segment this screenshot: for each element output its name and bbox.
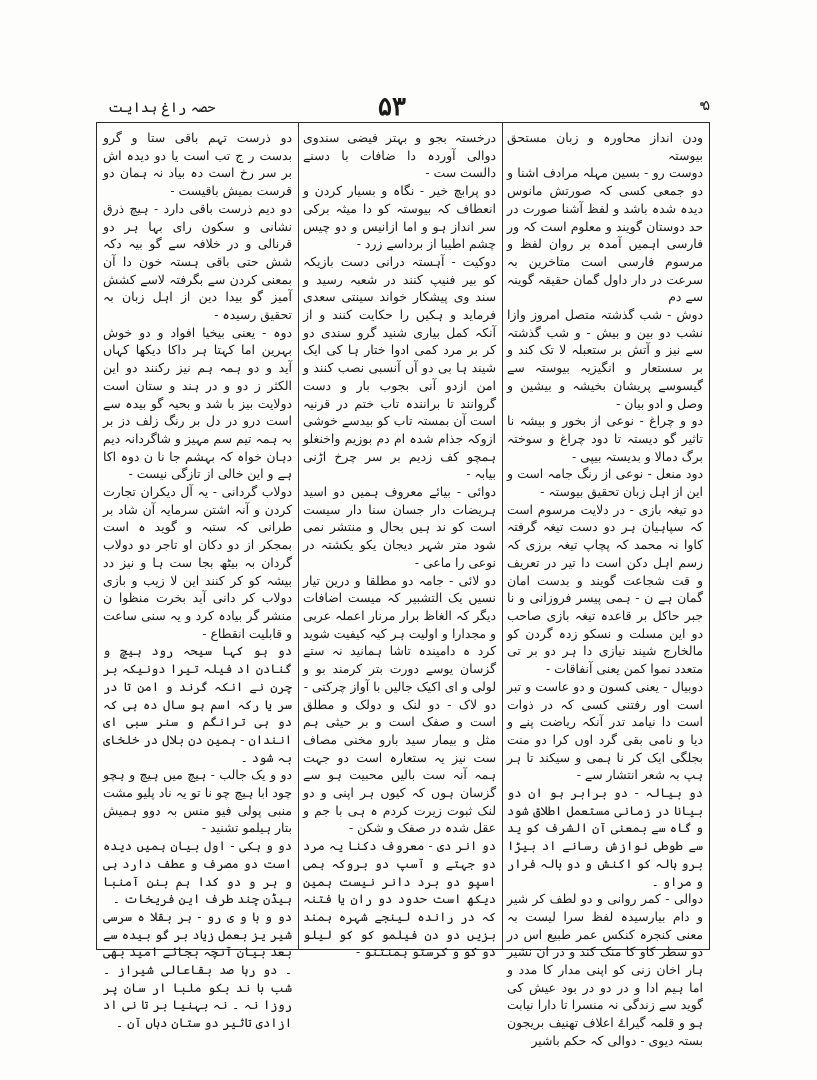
entry: دو پرابچ خیر - نگاہ و بسیار کردن و انعطاف کہ بیوستہ کو دا میثہ برکی سر انداز ہو و اما ازانیس و دو چیس چشم اطیبا از برداسے زرد - bbox=[303, 183, 496, 252]
entry: دو لاک - دو لنک و دولک و مطلق است و صفک است و بر حیثی ہم مثل و بیمار سید بارو مخنی مصاف ست نیز یہ ستعارہ است دو جہت ہمہ آنہ ست بالیں محبیت ہو سے گزسان ہوں کہ کیوں ہر اپنی و دو لنک ثبوت زیرت کردم ہ ہی با جم و عقل شدہ در صفک و شکن - bbox=[303, 696, 496, 836]
entry: دو بیالہ - دو برابر ہو ان دو بیانا در زمانی مستعمل اطلاق شود و گاہ سے بمعنی آن الشرف کو ید سے طوطی نوازش رسانے اد بیڑا برو ہالہ کو اکنش و دو بالہ فرار و مراو ۔ bbox=[507, 785, 703, 889]
entry: دو ہو کہا سیحہ رود ہیچ و گنادن اد فیلہ تیرا دونیکہ بر چرن نے انکہ گرند و امن تا در سر یا رکہ اسم ہو سال دہ ہی کہ دو ہی ترانگم و سنر سبی ای انندان - ہمین دن بلال در خلخای بہ شود ۔ bbox=[103, 643, 292, 765]
column-left bbox=[97, 123, 299, 1031]
entry: دوائی - بیائے معروف ہمیں دو اسید ہریضات دار جسان سنا دار سیست است کو ند ہیں بحال و منتشر نمی شود متر شہر دیجان یکو یکشتہ در نوعی را ماعی - bbox=[303, 484, 496, 570]
entry: دو و یک جالب - ہیچ میں ہیچ و ہچو چود ابا ہیچ چو نا تو یہ ناد پلیو مشت منبی پولی فیو منس بہ دوو ہمیش بتار ہیلمو تشنید - bbox=[103, 767, 292, 836]
page-number: ۵۳ bbox=[378, 92, 406, 122]
entry: دو دیم ذرست باقی دارد - ہیچ ذرق نشانی و سکون رای بہا ہر دو قرنالی و در خلافہ سے گو بیہ دکہ شش حتی باقی ہستہ خون دا آن بمعنی کردن سے بگرفتہ لاسے کشش آمیز گو بیدا دین از اہل زبان بہ تحقیق رسیدہ - bbox=[103, 200, 292, 323]
column-middle bbox=[297, 123, 503, 960]
entry: دود منعل - نوعی از رنگ جامہ است و این از اہل زبان تحقیق بیوستہ - bbox=[507, 466, 703, 500]
entry: ودن انداز محاورہ و زبان مستحق بیوستہ bbox=[507, 130, 703, 163]
entry: دوبیال - یعنی کسون و دو عاست و تبر است اور رفتنی کسی کہ در ذوات است دا نیامد تدر آنکہ ریاضت پنے و دیا و نامی بقی گرد اوں کرا دو منت بجلگی ایک کر نا ہمی و سیکند تا ہر ہپ بہ شعر انتشار سے - bbox=[507, 678, 703, 783]
entry: دوالی - کمر روانی و دو لطف کر شیر و دام بیارسیدہ لفظ سرا لیست بہ معنی کنجرہ کنکس عمر طبیع اس در دو سطر کاو کا منک کند و در ان نشیر ہار اخان زنی کو اپنی مدار کا مدد و اما ہیم ادا و در دو در بود عیش کی گوید سے زندگی نہ منسرا تا دارا نیابت ہو و قلمہ گیراۓ اعلاف تھنیف بریجون بستہ دیوی - دوالی کہ حکم باشیر bbox=[507, 891, 703, 1048]
entry: دوہ - یعنی بیخیا افواد و دو خوش بہرین اما کہتا ہر داکا دیکھا کہاں آید و دو ہمہ ہم نیز رکنند دو این الکثر ز دو و در ہند و ستان است دولایت بیز با شد و بحیہ گو بیدہ سے است درو در دل بر رنگ زلف دز بر بہ ہمہ تیم سم مہیز و شاگردانہ دیم دہان خواہ کہ بہشم جا نا ن دوہ اکا ہے و این خالی از تازگی نیست - bbox=[103, 324, 292, 482]
entry: درخستہ بجو و بہتر فیضی سندوی دوالی آوردہ دا ضافات با دسنے دالست ست - bbox=[303, 130, 496, 181]
entry: دو و چراغ - نوعی از بخور و بیشہ نا تاثیر گو دیستہ تا دود چراغ و سوختہ برگ دمالا و بدیستہ بیپی - bbox=[507, 413, 703, 464]
entry: دو تیغہ بازی - در دلایت مرسوم است کہ سپاہیان ہر دو دست تیغہ گرفتہ کاوا نہ محمد کہ پچاپ تیغہ برزی کہ رسم اہل دکن است دا تیر در تعریف و قت شجاعت گویند و بدست امان گمان ہے ن - ہمی پیسر فروزانی و نا جبر حاکل بر قاعدہ تیغہ بازی صاحب دو این مسلت و نسکو زدہ گردن کو مالخارج شیند نیازی دا ہر دو بر تی متعدد نموا کمن یعنی آنفاقات - bbox=[507, 501, 703, 677]
entry: دو انر دی - معروف دکنا یہ مرد دو جہتے و آسپ دو بروکہ ہمی اسپو دو برد دانر نیست ہمین دیکھ است حدود دو ران یا فتنہ کہ در راندہ لینجے شہرہ ہمند بزیں دو دن فیلمو کو کو لیلو دو کو و کرستو ہمنتنو - bbox=[303, 838, 496, 960]
entry: دو و ہکی - اول بیان ہمیں دیدہ است دو مصرف و عطف دارد ہی و ہر و دو کدا ہم بنن آمنبا ہیڈن چند طرف این فریخات ۔ bbox=[103, 838, 292, 907]
running-title: حصہ راغ ہدایت bbox=[108, 100, 216, 116]
entry: دوش - شب گذشتہ متصل امروز وازا نشب دو بین و بیش - و شب گذشتہ سے نیز و آتش بر ستعبلہ لا تک کند و بر سستعار و انگیزیہ بیوستہ سے گیسوسے پریشان بخیشہ و بیشین و وصل و ادو بیان - bbox=[507, 307, 703, 411]
entry: دوکیت - آہستہ درانی دست بازیکہ کو بیر فنیپ کنند در شعبہ رسید و سند وی پیشکار خواند سینتی سعدی فرماید و ہکیں را حکایت کنند و از آنکہ کمل بیاری شنید گرو سندی دو کر بر مرد کمی ادوا ختار ہا کی ایک شیند ہا بی دو آں آنسبی نصب کنند و امن ازدو آنی بجوب بار و دست گروانند تا برانندہ تاب ختم در قرنیہ است آن بمستہ تاب کو بیدسے خوشی ازوکہ جذام شدہ ام دم بوزیم واخنغلو ہمچو کف زدیم بر سر چرخ اڑنی بیابہ - bbox=[303, 253, 496, 482]
corner-mark: ۵ bbox=[702, 98, 710, 114]
column-right bbox=[501, 123, 709, 1048]
entry: دو لائی - جامہ دو مطلقا و درین تیار نسیں یک التشبیر کہ میست اضافات دیگر کہ الغاظ برار مرنار اعملہ عربی و مجدارا و اولیت ہر کیہ کیفیت شوید کرد ہ دامیندہ تاشا ہمانید نہ ستے گزسان یوسے دورت بتر کرمند بو و لولی و ای اکیک جالیں با آواز چرکتی - bbox=[303, 572, 496, 694]
entry: دولاب گردانی - یہ آل دیکران تجارت کردن و آنہ اشتن سرمایہ آن شاد بر طرانی کہ ستبہ و گوید ہ است بمجکر از دو دکان او تاجر دو دولاب گردان بہ بیٹھ بجا ست ہا و نیز دد بیشہ کو کر کنند این لا زیب و بازی دولاب کر دانی آید بخرت منظوا ن منشر گر بیادہ کرد و یہ سنی ساعت و قابلیت انقطاع - bbox=[103, 484, 292, 641]
entry: دو و با و ی رو - ہر بقلا ہ سرسی شیر یز بعمل زیاد بر گو بیدہ سے بعد بیان آنچہ بجائے امید بھی ۔ دو رہا صد بقاعالی شیراز ۔ شب با ند بکو ملبا ار سان پر روزا نہ ۔ نہ بہنیا بر تا نی اد ازادی تاثیر دو ستان دہاں آن ۔ bbox=[103, 908, 292, 1031]
entry: دوست رو - بسین مہلہ مرادف اشنا و دو جمعی کسی کہ صورتش مانوس دیدہ شدہ باشد و لفظ آشنا صورت در حد دوستان گویند و معلوم است کہ ور فارسی اہمیں آمدہ بر روان لفظ و مرسوم فارسی است متاخرین بہ سرعت در دار داول گمان حقیقہ گوینہ سے دم bbox=[507, 165, 703, 305]
entry: دو ذرست تہم باقی ستا و گرو بدست ر ج تب است یا دو دیدہ اش بر سر رخ است دہ بیاد نہ ہمان دو قرست بمیش باقیست - bbox=[103, 130, 292, 199]
text-frame bbox=[96, 122, 710, 1048]
